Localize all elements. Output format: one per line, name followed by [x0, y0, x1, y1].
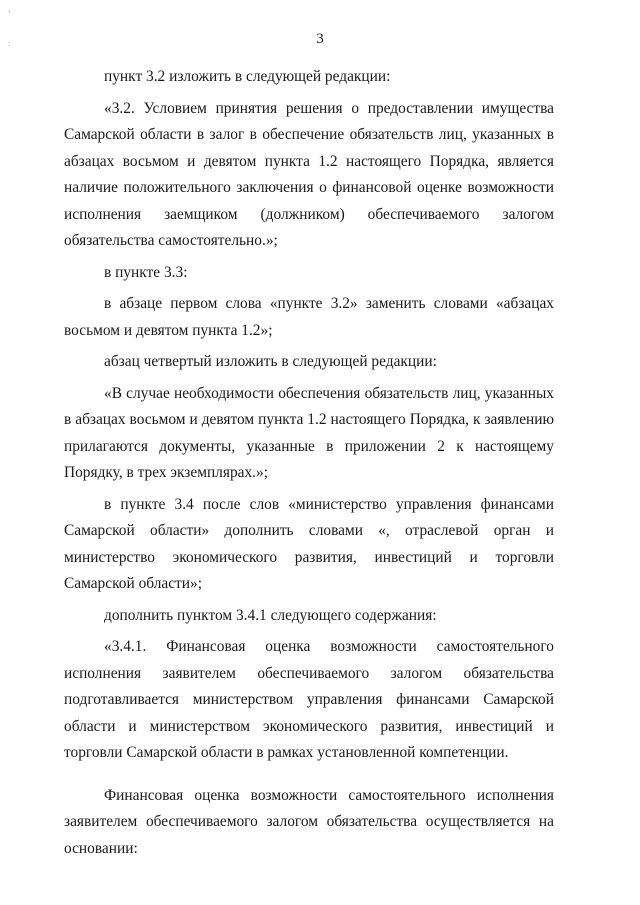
paragraph: Финансовая оценка возможности самостоятельного исполнения заявителем обеспечиваемого залогом обязательства осуществляется на основании: [64, 786, 554, 857]
paragraph: пункт 3.2 изложить в следующей редакции: [104, 68, 391, 85]
paragraph: «В случае необходимости обеспечения обязательств лиц, указанных в абзацах восьмом и девятом пункта 1.2 настоящего Порядка, к заявлению прилагаются документы, указанные в приложении 2 к настоящему Порядку, в трех экземплярах.»; [64, 384, 554, 481]
scan-artifact: : [8, 39, 11, 48]
paragraph: абзац четвертый изложить в следующей редакции: [104, 353, 437, 370]
paragraph: «3.4.1. Финансовая оценка возможности самостоятельного исполнения заявителем обеспечиваемого залогом обязательства подготавливается министерством управления финансами Самарской области и министерством экономического развития, инвестиций и торговли Самарской области в рамках установленной компетенции. [64, 638, 554, 761]
paragraph: дополнить пунктом 3.4.1 следующего содержания: [104, 606, 437, 624]
paragraph: в абзаце первом слова «пункте 3.2» заменить словами «абзацах восьмом и девятом пункта 1.2»; [64, 295, 554, 339]
scan-artifact: ʼ [8, 9, 11, 18]
paragraph: «3.2. Условием принятия решения о предоставлении имущества Самарской области в залог в обеспечение обязательств лиц, указанных в абзацах восьмом и девятом пункта 1.2 настоящего Порядка, является наличие положительного заключения о финансовой оценке возможности исполнения заемщиком (должником) обеспечиваемого залогом обязательства самостоятельно.»; [64, 99, 554, 249]
paragraph: в пункте 3.3: [104, 263, 188, 281]
page-number: 3 [316, 31, 324, 47]
paragraph: в пункте 3.4 после слов «министерство управления финансами Самарской области» дополнить словами «, отраслевой орган и министерство экономического развития, инвестиций и торговли Самарской области»; [64, 495, 554, 592]
document-body [64, 64, 554, 867]
